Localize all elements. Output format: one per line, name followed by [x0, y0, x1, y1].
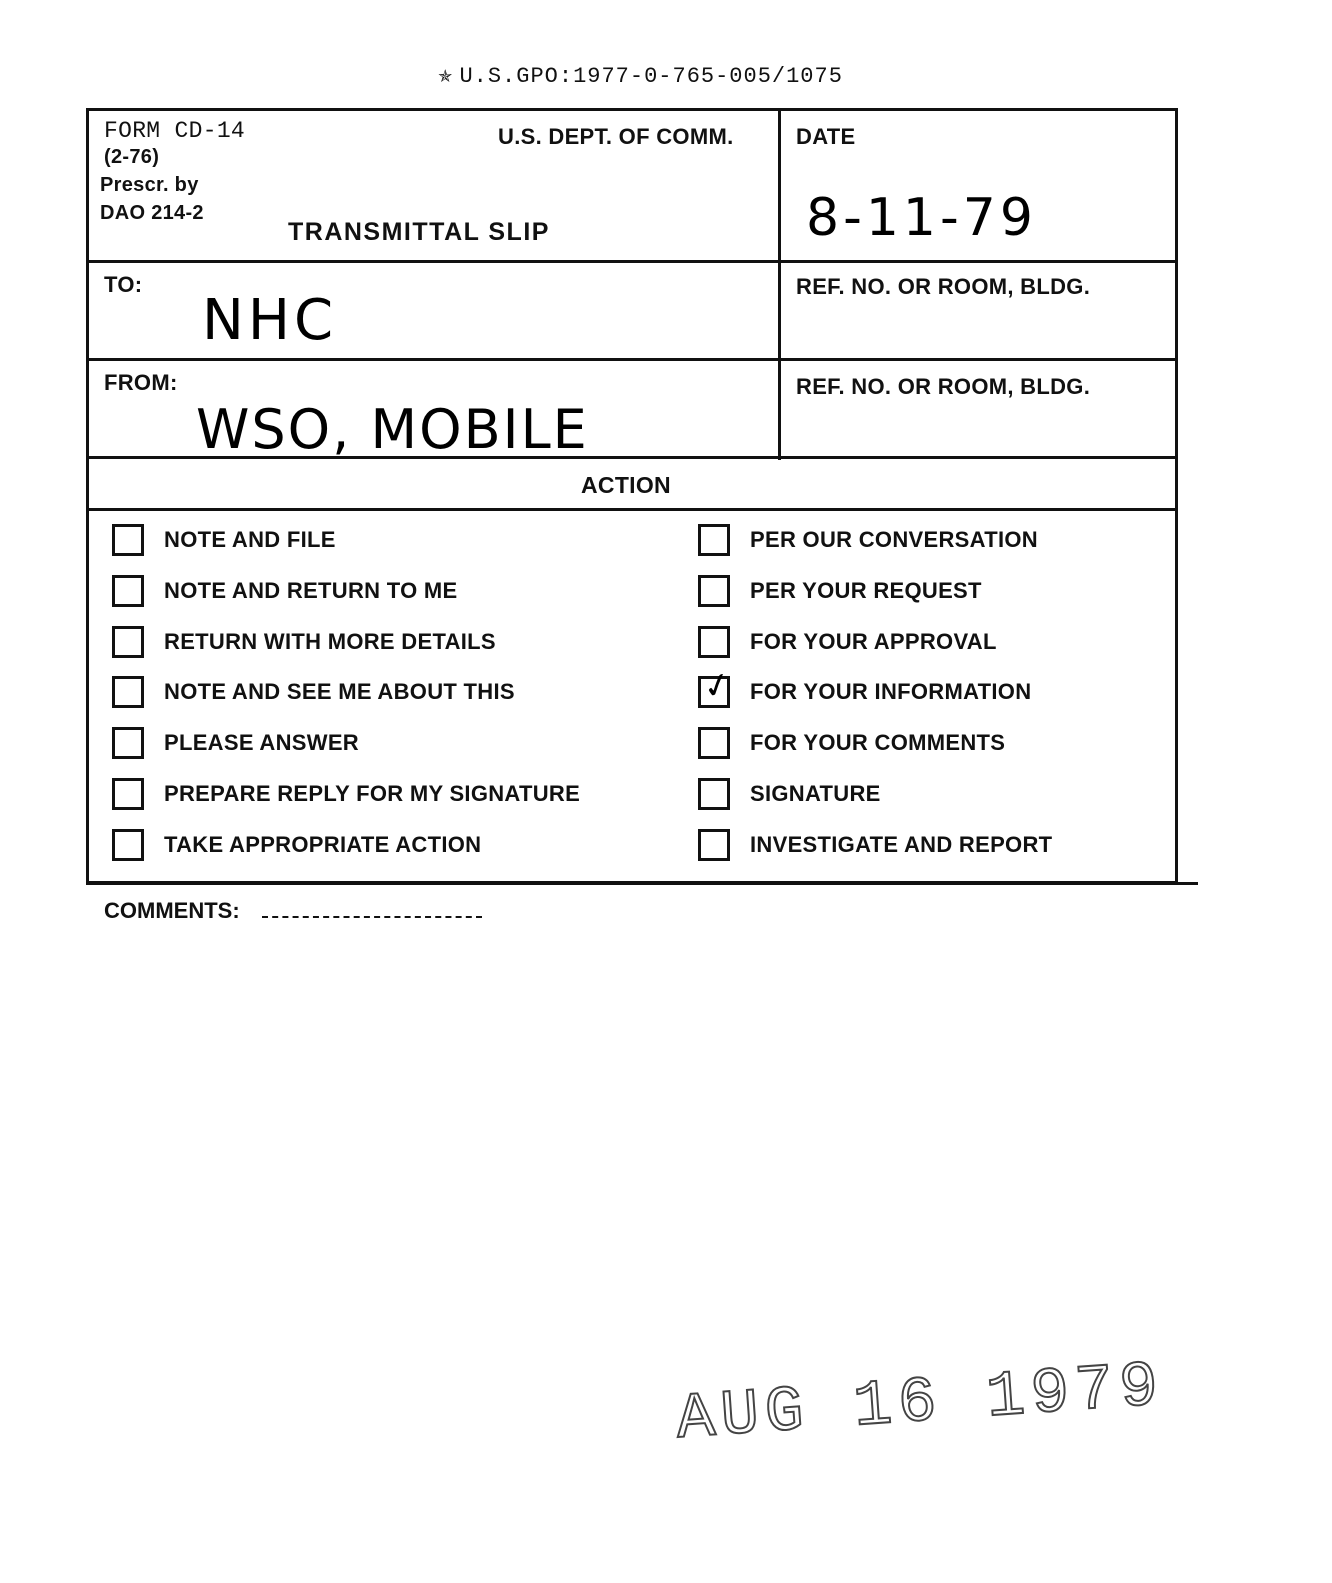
- form-revision: (2-76): [104, 146, 160, 168]
- divider-header: [86, 260, 1178, 263]
- printer-line: [438, 60, 843, 90]
- action-checkbox[interactable]: [698, 626, 730, 658]
- to-label: TO:: [104, 272, 143, 297]
- action-item[interactable]: [698, 620, 997, 664]
- prescribed-by: Prescr. by: [100, 174, 199, 196]
- divider-action: [86, 508, 1178, 511]
- action-checkbox[interactable]: [112, 727, 144, 759]
- date-label: DATE: [796, 124, 856, 149]
- action-label: FOR YOUR APPROVAL: [750, 628, 997, 654]
- from-ref-label: REF. NO. OR ROOM, BLDG.: [796, 374, 1091, 399]
- action-checkbox[interactable]: [698, 727, 730, 759]
- action-label: PER OUR CONVERSATION: [750, 527, 1038, 552]
- action-label: RETURN WITH MORE DETAILS: [164, 628, 496, 654]
- form-bottom-edge: [86, 882, 1198, 885]
- action-label: SIGNATURE: [750, 781, 881, 806]
- date-value: 8-11-79: [806, 188, 1037, 248]
- action-checkbox[interactable]: [112, 575, 144, 607]
- from-value: WSO, MOBILE: [196, 398, 589, 461]
- action-item[interactable]: [112, 620, 496, 664]
- to-ref-label: REF. NO. OR ROOM, BLDG.: [796, 274, 1091, 299]
- action-checkbox[interactable]: [698, 664, 736, 709]
- action-item[interactable]: [698, 772, 881, 816]
- action-label: PREPARE REPLY FOR MY SIGNATURE: [164, 781, 581, 806]
- action-item[interactable]: [112, 823, 481, 867]
- action-checkbox[interactable]: [698, 524, 730, 556]
- action-label: NOTE AND SEE ME ABOUT THIS: [164, 679, 515, 705]
- printer-code: U.S.GPO:1977-0-765-005/1075: [459, 64, 843, 89]
- divider-vertical: [778, 108, 781, 460]
- action-item[interactable]: [698, 664, 1032, 714]
- action-item[interactable]: [112, 721, 359, 765]
- action-item[interactable]: [112, 518, 336, 562]
- comments-label: COMMENTS:: [104, 898, 240, 923]
- action-checkbox[interactable]: [698, 829, 730, 861]
- agency-name: U.S. DEPT. OF COMM.: [498, 124, 734, 149]
- action-label: FOR YOUR COMMENTS: [750, 730, 1006, 756]
- action-label: TAKE APPROPRIATE ACTION: [164, 831, 482, 857]
- action-checkbox[interactable]: [112, 626, 144, 658]
- action-item[interactable]: [698, 518, 1038, 562]
- action-checkbox[interactable]: [112, 829, 144, 861]
- action-checkbox[interactable]: [698, 575, 730, 607]
- action-label: PER YOUR REQUEST: [750, 577, 982, 603]
- form-number: FORM CD-14: [104, 118, 246, 144]
- from-label: FROM:: [104, 370, 178, 395]
- form-title: TRANSMITTAL SLIP: [288, 218, 550, 246]
- action-item[interactable]: [112, 569, 458, 613]
- action-label: INVESTIGATE AND REPORT: [750, 831, 1053, 857]
- checkmark-icon: ✓: [698, 664, 736, 709]
- action-label: FOR YOUR INFORMATION: [750, 679, 1032, 705]
- action-checkbox[interactable]: [112, 778, 144, 810]
- action-checkbox[interactable]: [698, 778, 730, 810]
- action-item[interactable]: [698, 569, 982, 613]
- action-checkbox[interactable]: [112, 524, 144, 556]
- action-heading: ACTION: [581, 472, 671, 498]
- comments-line: [262, 916, 482, 918]
- action-item[interactable]: [112, 772, 580, 816]
- action-label: NOTE AND RETURN TO ME: [164, 577, 458, 603]
- divider-to: [86, 358, 1178, 361]
- action-item[interactable]: [698, 721, 1005, 765]
- dao-number: DAO 214-2: [100, 202, 204, 224]
- action-item[interactable]: [698, 823, 1052, 867]
- received-date-stamp: AUG 16 1979: [674, 1351, 1167, 1457]
- action-item[interactable]: [112, 670, 515, 714]
- star-icon: ✯: [438, 63, 454, 90]
- to-value: NHC: [202, 288, 338, 353]
- action-label: NOTE AND FILE: [164, 527, 336, 552]
- action-label: PLEASE ANSWER: [164, 730, 359, 756]
- action-checkbox[interactable]: [112, 676, 144, 708]
